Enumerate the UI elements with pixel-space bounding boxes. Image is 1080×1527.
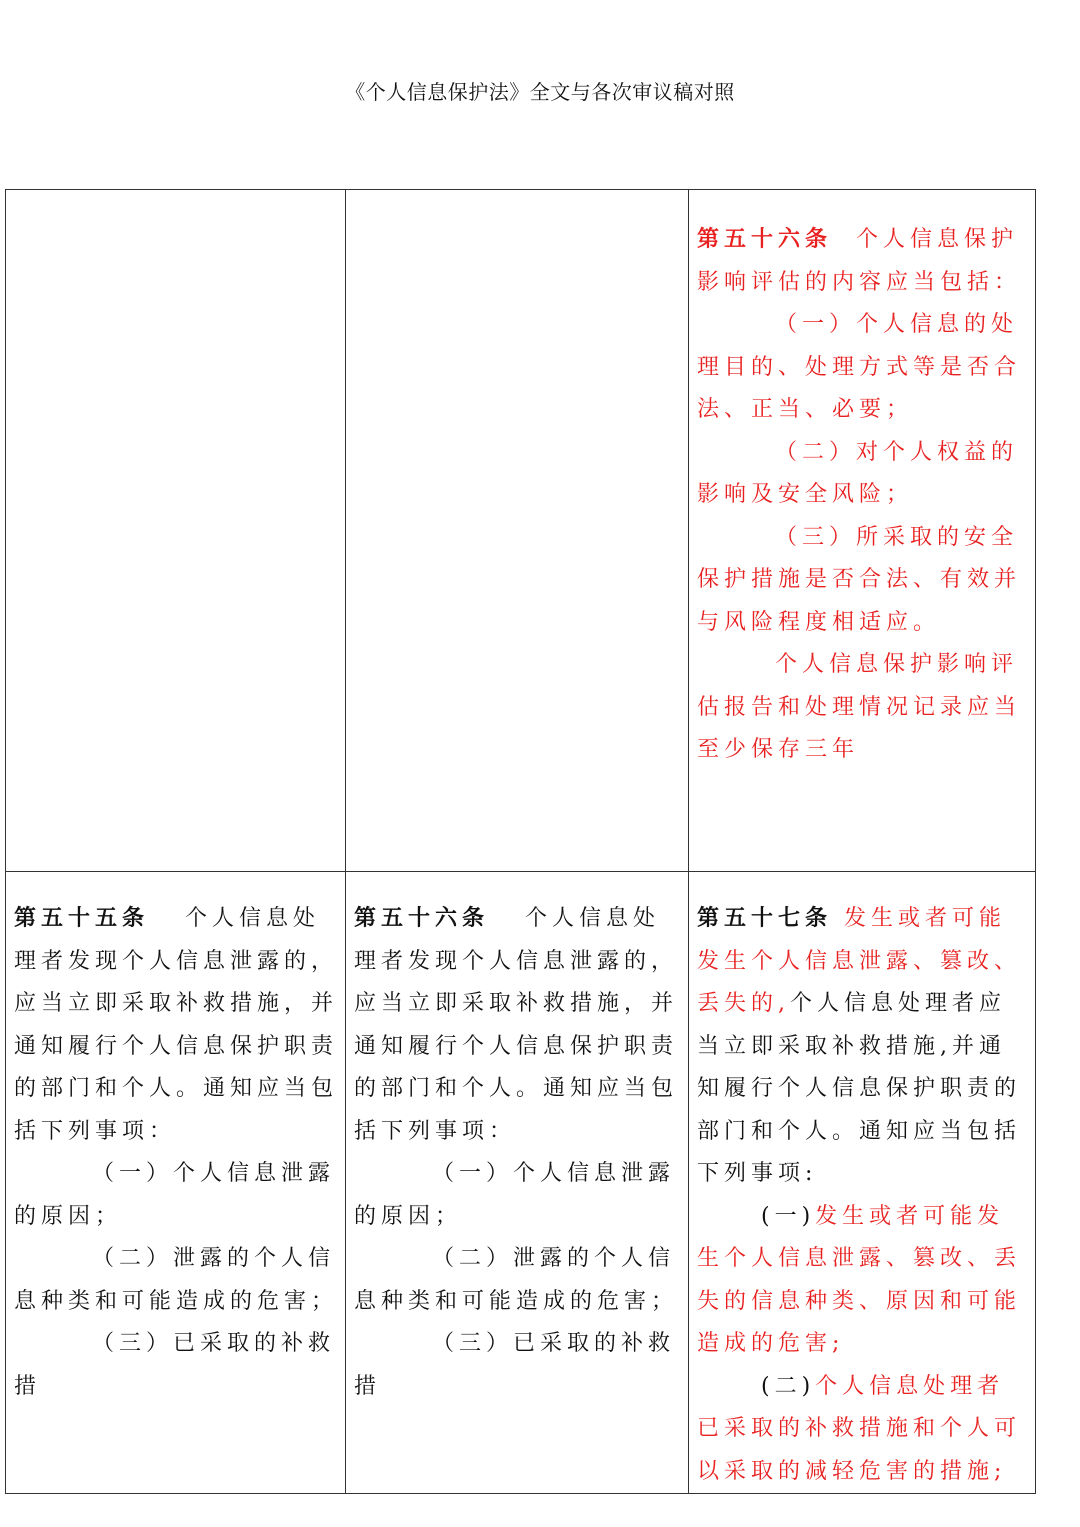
article-lead-text: 个人信息处理者发现个人信息泄露的，应当立即采取补救措施，并通知履行个人信息保护职责的部门和个人。通知应当包括下列事项： — [14, 906, 339, 1144]
article-item: 个人信息保护影响评估报告和处理情况记录应当至少保存三年 — [697, 652, 1022, 762]
article-item — [697, 1366, 1029, 1494]
article-item: （三）所采取的安全保护措施是否合法、有效并与风险程度相适应。 — [697, 524, 1022, 635]
article-item — [697, 1196, 1029, 1366]
article-lead — [354, 898, 682, 1153]
article-heading: 第五十六条 — [697, 227, 833, 252]
article-item: （一）个人信息泄露的原因； — [354, 1161, 676, 1229]
item-red-text: 发生或者可能发生个人信息泄露、篡改、丢失的信息种类、原因和可能造成的危害; — [697, 1203, 1022, 1356]
item-prefix: (二) — [761, 1373, 816, 1399]
cell-empty-col2 — [346, 190, 689, 872]
article-lead-text: 个人信息处理者发现个人信息泄露的，应当立即采取补救措施，并通知履行个人信息保护职责的部门和个人。通知应当包括下列事项： — [354, 906, 679, 1144]
article-item: （三）已采取的补救措 — [14, 1331, 336, 1399]
document-title: 《个人信息保护法》全文与各次审议稿对照 — [345, 80, 735, 104]
article-heading: 第五十五条 — [14, 906, 150, 931]
article-lead — [697, 898, 1029, 1196]
table-row — [6, 190, 1036, 872]
article-item: （一）个人信息的处理目的、处理方式等是否合法、正当、必要； — [697, 312, 1022, 422]
article-lead — [697, 219, 1029, 304]
item-prefix: (一) — [761, 1203, 816, 1229]
comparison-table — [5, 189, 1036, 1494]
item-red-text: 个人信息处理者已采取的补救措施和个人可以采取的减轻危害的措施; — [697, 1373, 1022, 1484]
table-row — [6, 872, 1036, 1494]
cell-article-56-final — [689, 190, 1036, 872]
article-lead — [14, 898, 339, 1153]
article-item: （二）泄露的个人信息种类和可能造成的危害； — [14, 1246, 339, 1314]
article-item: （一）个人信息泄露的原因； — [14, 1161, 336, 1229]
article-heading: 第五十七条 — [697, 906, 833, 931]
article-lead-red-text: 发生或者可能发生个人信息泄露、篡改、丢失的, — [697, 906, 1022, 1016]
article-heading: 第五十六条 — [354, 906, 490, 931]
article-item: （二）对个人权益的影响及安全风险； — [697, 439, 1019, 507]
article-item: （三）已采取的补救措 — [354, 1331, 676, 1399]
article-lead-text: 个人信息处理者应当立即采取补救措施,并通知履行个人信息保护职责的部门和个人。通知应当包括下列事项: — [697, 991, 1022, 1186]
article-lead-text: 个人信息保护影响评估的内容应当包括： — [697, 227, 1022, 295]
cell-empty-col1 — [6, 190, 346, 872]
article-item: （二）泄露的个人信息种类和可能造成的危害； — [354, 1246, 679, 1314]
cell-article-57-final — [689, 872, 1036, 1494]
cell-article-55-draft — [6, 872, 346, 1494]
cell-article-56-draft — [346, 872, 689, 1494]
